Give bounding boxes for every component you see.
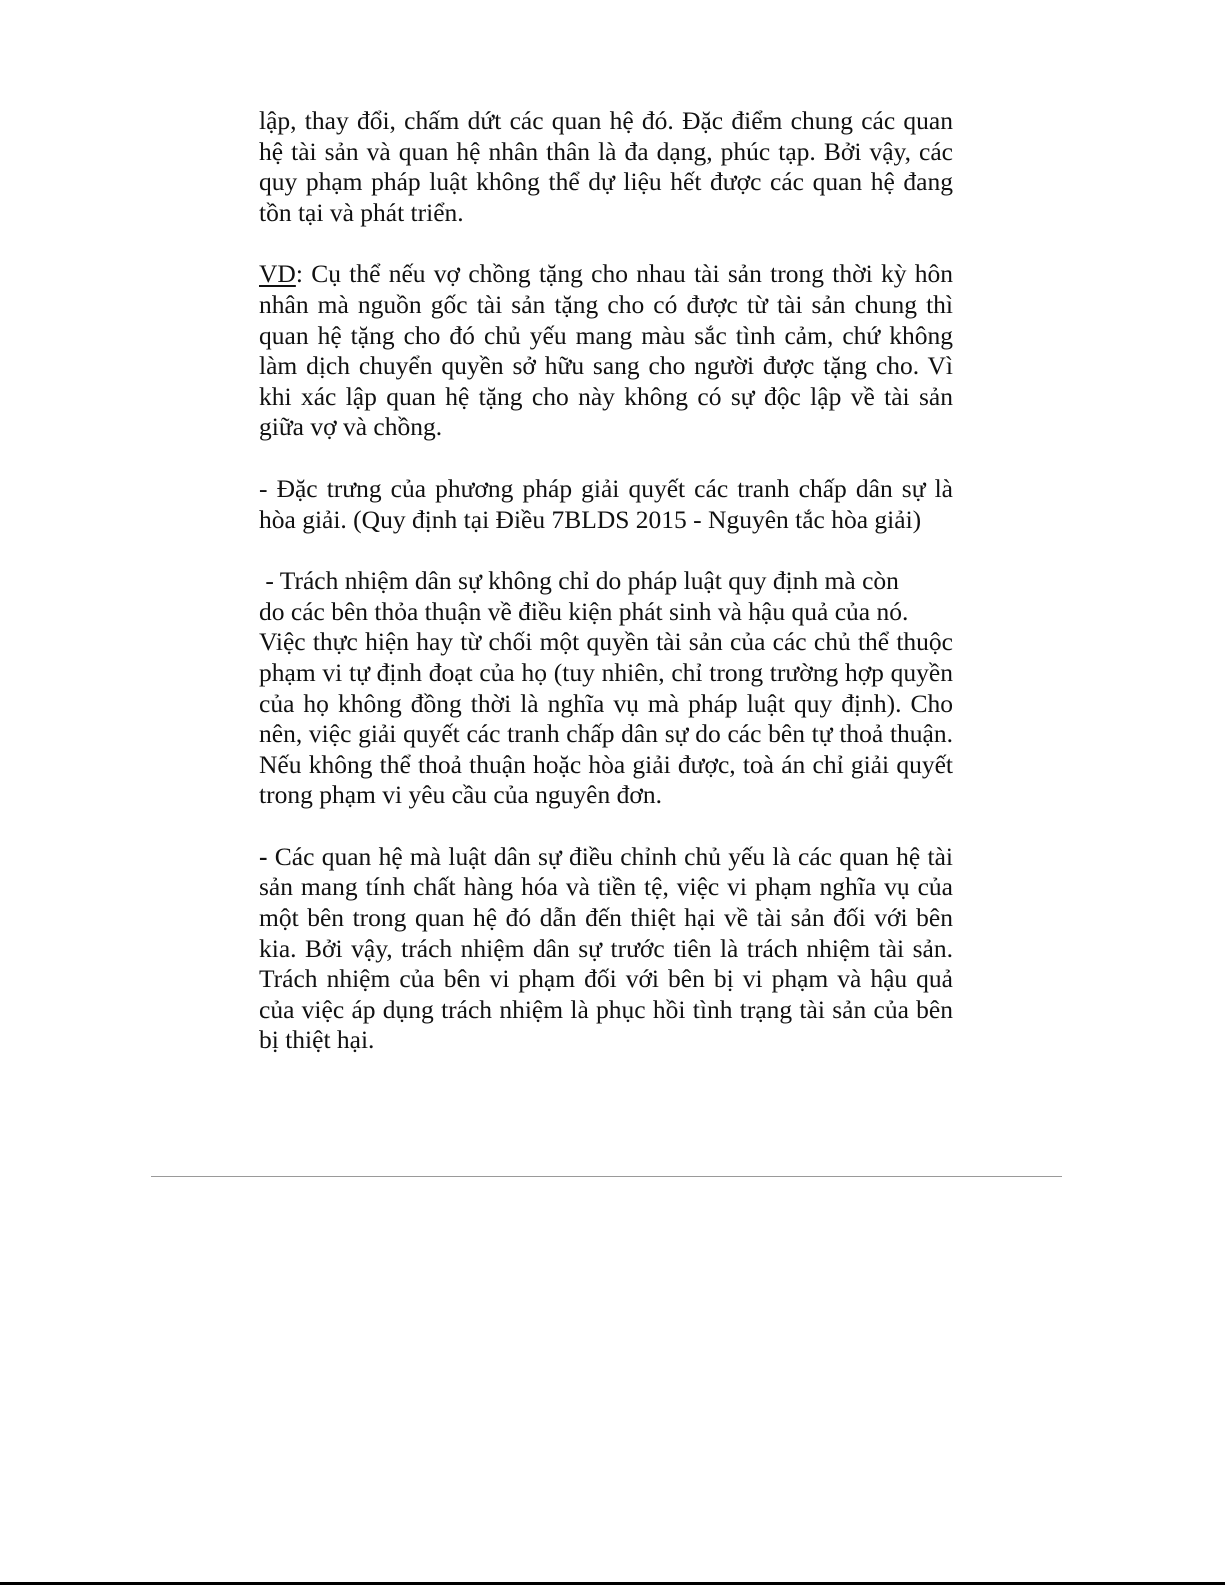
- paragraph-gap: [259, 535, 953, 566]
- paragraph-civil-liability: [259, 566, 953, 811]
- paragraph-example: [259, 259, 953, 443]
- paragraph-property-liability: [259, 842, 953, 1056]
- paragraph-gap: [259, 228, 953, 259]
- example-text: : Cụ thể nếu vợ chồng tặng cho nhau tài sản trong thời kỳ hôn nhân mà nguồn gốc tài sản tặng cho có được từ tài sản chung thì quan hệ tặng cho đó chủ yếu mang màu sắc tình cảm, chứ không làm dịch chuyển quyền sở hữu sang cho người được tặng cho. Vì khi xác lập quan hệ tặng cho này không có sự độc lập về tài sản giữa vợ và chồng.: [259, 259, 953, 442]
- civil-liability-line-2: do các bên thỏa thuận về điều kiện phát sinh và hậu quả của nó.: [259, 596, 909, 626]
- paragraph-conciliation: - Đặc trưng của phương pháp giải quyết các tranh chấp dân sự là hòa giải. (Quy định tại Điều 7BLDS 2015 - Nguyên tắc hòa giải): [259, 473, 953, 534]
- property-liability-dash: -: [259, 841, 268, 871]
- paragraph-gap: [259, 811, 953, 842]
- property-liability-text: Các quan hệ mà luật dân sự điều chỉnh chủ yếu là các quan hệ tài sản mang tính chất hàng hóa và tiền tệ, việc vi phạm nghĩa vụ của một bên trong quan hệ đó dẫn đến thiệt hại về tài sản đối với bên kia. Bởi vậy, trách nhiệm dân sự trước tiên là trách nhiệm tài sản. Trách nhiệm của bên vi phạm đối với bên bị vi phạm và hậu quả của việc áp dụng trách nhiệm là phục hồi tình trạng tài sản của bên bị thiệt hại.: [259, 841, 953, 1055]
- civil-liability-line-1-text: - Trách nhiệm dân sự không chỉ do pháp luật quy định mà còn: [259, 566, 899, 596]
- text-column: [259, 106, 953, 1056]
- paragraph-relations-diversity: lập, thay đổi, chấm dứt các quan hệ đó. Đặc điểm chung các quan hệ tài sản và quan hệ nhân thân là đa dạng, phúc tạp. Bởi vậy, các quy phạm pháp luật không thể dự liệu hết được các quan hệ đang tồn tại và phát triển.: [259, 106, 953, 227]
- paragraph-gap: [259, 443, 953, 474]
- civil-liability-rest: Việc thực hiện hay từ chối một quyền tài sản của các chủ thể thuộc phạm vi tự định đoạt của họ (tuy nhiên, chỉ trong trường hợp quyền của họ không đồng thời là nghĩa vụ mà pháp luật quy định). Cho nên, việc giải quyết các tranh chấp dân sự do các bên tự thoả thuận. Nếu không thể thoả thuận hoặc hòa giải được, toà án chỉ giải quyết trong phạm vi yêu cầu của nguyên đơn.: [259, 627, 953, 810]
- page-break-rule: [151, 1176, 1062, 1177]
- civil-liability-line-1: [259, 566, 953, 597]
- example-label: VD: [259, 259, 296, 289]
